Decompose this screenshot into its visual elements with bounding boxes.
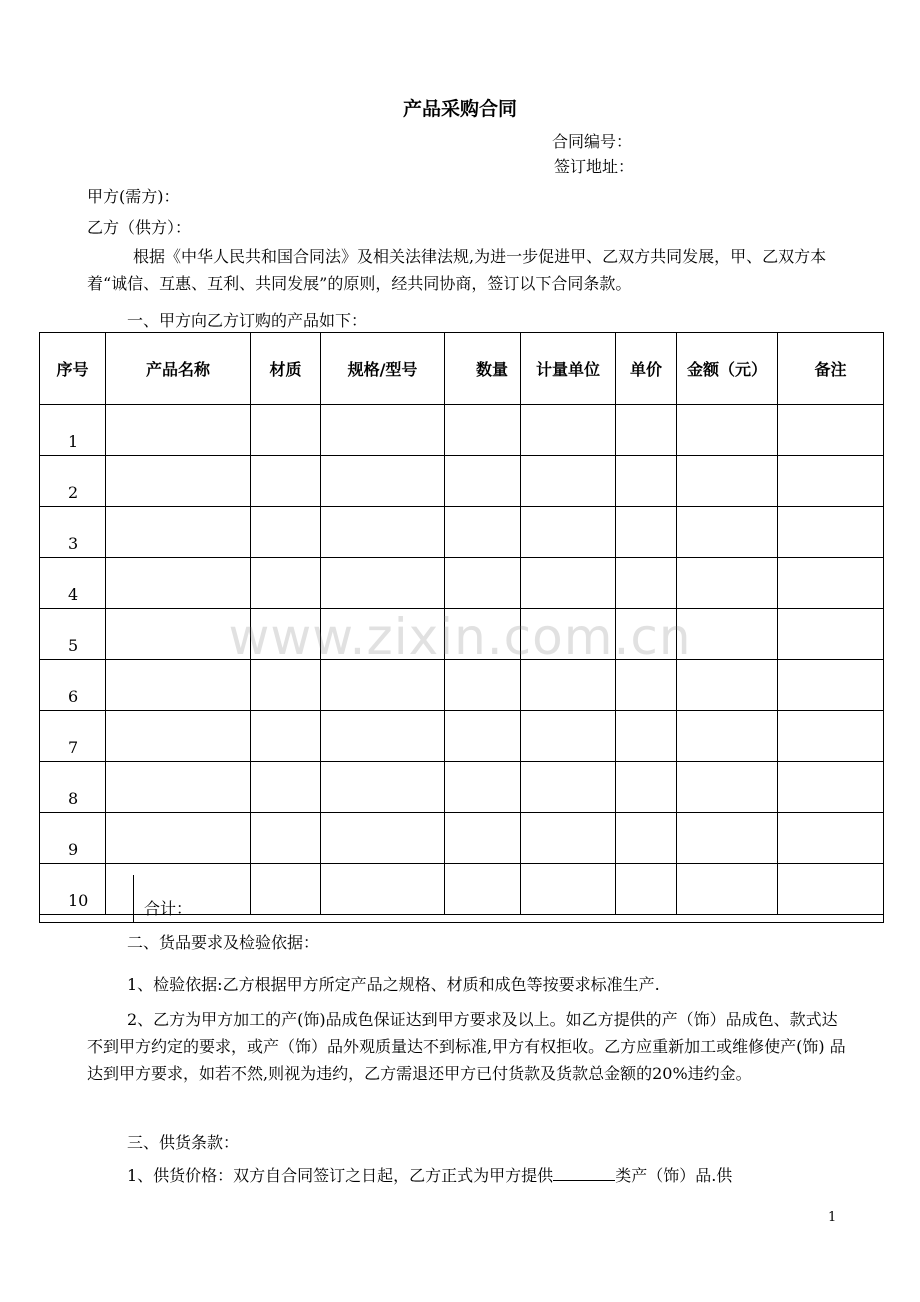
table-cell (445, 558, 521, 609)
contract-number-label: 合同编号： (552, 132, 633, 151)
table-cell (106, 507, 251, 558)
table-cell (778, 711, 884, 762)
row-number: 10 (40, 864, 106, 915)
clause-3-1 (127, 1164, 732, 1186)
row-number: 7 (40, 711, 106, 762)
table-row (40, 762, 884, 813)
clause-2-2: 2、乙方为甲方加工的产(饰)品成色保证达到甲方要求及以上。如乙方提供的产（饰）品成色、款式达不到甲方约定的要求，或产（饰）品外观质量达不到标准,甲方有权拒收。乙方应重新加工或维修使产(饰) 品达到甲方要求，如若不然,则视为违约，乙方需退还甲方已付货款及货款总金额的20%违约金。 (87, 1010, 846, 1083)
row-number: 5 (40, 609, 106, 660)
table-cell (321, 507, 445, 558)
table-row (40, 813, 884, 864)
party-a-label: 甲方(需方)： (87, 187, 180, 206)
row-number: 4 (40, 558, 106, 609)
header-cell: 序号 (40, 333, 106, 405)
table-cell (521, 813, 616, 864)
section-3-heading: 三、供货条款： (127, 1133, 240, 1152)
document-title: 产品采购合同 (402, 98, 517, 120)
table-cell (445, 762, 521, 813)
table-cell (521, 762, 616, 813)
fill-in-blank (553, 1164, 615, 1181)
table-cell (321, 813, 445, 864)
table-cell (106, 405, 251, 456)
table-cell (321, 405, 445, 456)
total-divider (133, 875, 134, 922)
table-cell (677, 558, 778, 609)
header-cell: 单价 (616, 333, 677, 405)
table-header-row (40, 333, 884, 405)
table-cell (251, 711, 321, 762)
table-cell (445, 813, 521, 864)
table-cell (521, 660, 616, 711)
table-cell (616, 558, 677, 609)
signing-place-label: 签订地址： (554, 157, 635, 176)
page-number: 1 (828, 1210, 837, 1225)
table-cell (251, 660, 321, 711)
header-cell: 产品名称 (106, 333, 251, 405)
clause-3-1-text: 1、供货价格：双方自合同签订之日起，乙方正式为甲方提供 (127, 1166, 554, 1185)
table-cell (251, 456, 321, 507)
table-cell (616, 660, 677, 711)
table-cell (616, 507, 677, 558)
table-cell (321, 558, 445, 609)
table-cell (616, 405, 677, 456)
header-cell: 材质 (251, 333, 321, 405)
table-row (40, 660, 884, 711)
header-cell: 数量 (445, 333, 521, 405)
row-number: 1 (40, 405, 106, 456)
table-cell (251, 558, 321, 609)
row-number: 9 (40, 813, 106, 864)
total-label: 合计： (144, 899, 193, 918)
table-cell (677, 762, 778, 813)
table-cell (251, 405, 321, 456)
header-cell: 备注 (778, 333, 884, 405)
table-cell (677, 660, 778, 711)
table-cell (445, 405, 521, 456)
table-row (40, 405, 884, 456)
table-cell (616, 813, 677, 864)
header-cell: 金额（元） (677, 333, 778, 405)
table-cell (521, 507, 616, 558)
watermark: www.zixin.com.cn (228, 608, 692, 666)
table-cell (106, 813, 251, 864)
section-1-heading: 一、甲方向乙方订购的产品如下： (127, 311, 368, 330)
header-cell: 规格/型号 (321, 333, 445, 405)
table-cell (321, 660, 445, 711)
table-cell (445, 711, 521, 762)
table-cell (521, 558, 616, 609)
row-number: 8 (40, 762, 106, 813)
table-cell (521, 456, 616, 507)
table-row (40, 507, 884, 558)
table-cell (616, 456, 677, 507)
table-cell (616, 711, 677, 762)
table-cell (778, 762, 884, 813)
table-cell (677, 711, 778, 762)
table-cell (778, 405, 884, 456)
table-cell (677, 405, 778, 456)
table-cell (106, 660, 251, 711)
table-row (40, 711, 884, 762)
clause-3-1-text-cont: 类产（饰）品.供 (615, 1166, 733, 1185)
table-cell (106, 456, 251, 507)
table-cell (778, 558, 884, 609)
table-cell (677, 507, 778, 558)
table-cell (778, 507, 884, 558)
table-cell (677, 456, 778, 507)
table-cell (106, 558, 251, 609)
table-cell (106, 762, 251, 813)
table-row (40, 558, 884, 609)
table-cell (778, 660, 884, 711)
table-cell (521, 711, 616, 762)
table-cell (251, 813, 321, 864)
table-cell (106, 711, 251, 762)
table-cell (321, 456, 445, 507)
table-row (40, 456, 884, 507)
table-cell (251, 507, 321, 558)
header-cell: 计量单位 (521, 333, 616, 405)
clause-2-1: 1、检验依据:乙方根据甲方所定产品之规格、材质和成色等按要求标准生产. (127, 975, 660, 994)
section-2-heading: 二、货品要求及检验依据： (127, 933, 320, 952)
party-b-label: 乙方（供方）： (87, 218, 192, 237)
table-cell (778, 456, 884, 507)
table-cell (445, 507, 521, 558)
table-cell (445, 456, 521, 507)
table-cell (251, 762, 321, 813)
table-cell (616, 762, 677, 813)
row-number: 3 (40, 507, 106, 558)
table-cell (321, 762, 445, 813)
table-cell (677, 813, 778, 864)
table-cell (445, 660, 521, 711)
table-cell (778, 813, 884, 864)
total-row (39, 875, 884, 923)
table-cell (521, 405, 616, 456)
row-number: 6 (40, 660, 106, 711)
table-cell (321, 711, 445, 762)
preamble-paragraph: 根据《中华人民共和国合同法》及相关法律法规,为进一步促进甲、乙双方共同发展，甲、乙双方本着“诚信、互惠、互利、共同发展”的原则，经共同协商，签订以下合同条款。 (87, 247, 827, 293)
row-number: 2 (40, 456, 106, 507)
